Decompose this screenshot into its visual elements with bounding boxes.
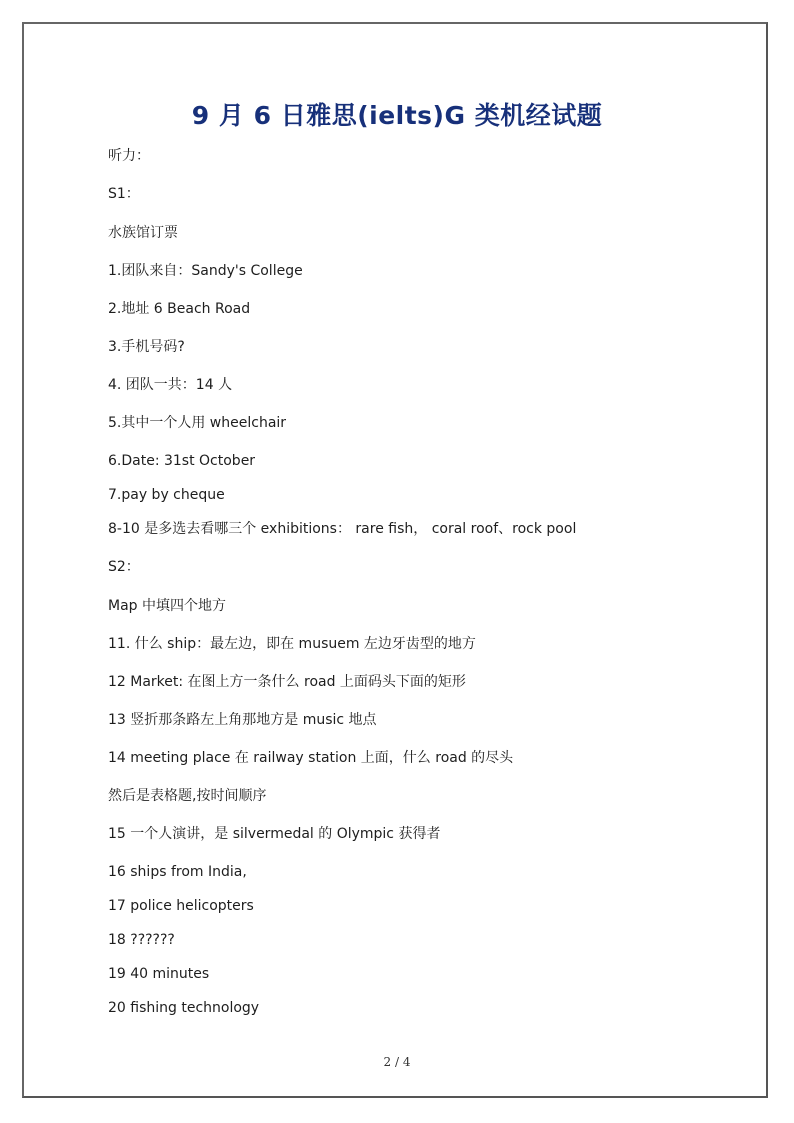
page-number: 2 / 4: [383, 1055, 411, 1069]
body-line: 11. 什么 ship：最左边，即在 musuem 左边牙齿型的地方: [108, 636, 476, 652]
body-line: 16 ships from India,: [108, 864, 247, 880]
body-line: 15 一个人演讲，是 silvermedal 的 Olympic 获得者: [108, 826, 441, 842]
body-line: 1.团队来自：Sandy's College: [108, 263, 303, 279]
body-line: S2：: [108, 559, 140, 575]
body-line: 14 meeting place 在 railway station 上面，什么 road 的尽头: [108, 750, 514, 766]
body-line: 然后是表格题,按时间顺序: [108, 788, 267, 804]
body-line: 12 Market: 在图上方一条什么 road 上面码头下面的矩形: [108, 674, 466, 690]
body-line: 19 40 minutes: [108, 966, 210, 982]
body-line: 6.Date: 31st October: [108, 453, 256, 469]
document-title: 9 月 6 日雅思(ielts)G 类机经试题: [191, 101, 603, 130]
body-line: S1：: [108, 186, 140, 202]
body-line: 水族馆订票: [108, 225, 178, 241]
body-line: 5.其中一个人用 wheelchair: [108, 415, 287, 431]
body-line: 18 ??????: [108, 932, 175, 948]
body-line: 7.pay by cheque: [108, 487, 225, 503]
body-line: Map 中填四个地方: [108, 598, 226, 614]
body-line: 3.手机号码?: [108, 339, 185, 355]
body-line: 13 竖折那条路左上角那地方是 music 地点: [108, 712, 377, 728]
body-line: 17 police helicopters: [108, 898, 254, 914]
body-line: 20 fishing technology: [108, 1000, 260, 1016]
body-line: 4. 团队一共：14 人: [108, 377, 233, 393]
body-line: 8-10 是多选去看哪三个 exhibitions： rare fish， coral roof、rock pool: [108, 521, 577, 537]
body-line: 2.地址 6 Beach Road: [108, 301, 251, 317]
body-line: 听力：: [108, 148, 150, 164]
